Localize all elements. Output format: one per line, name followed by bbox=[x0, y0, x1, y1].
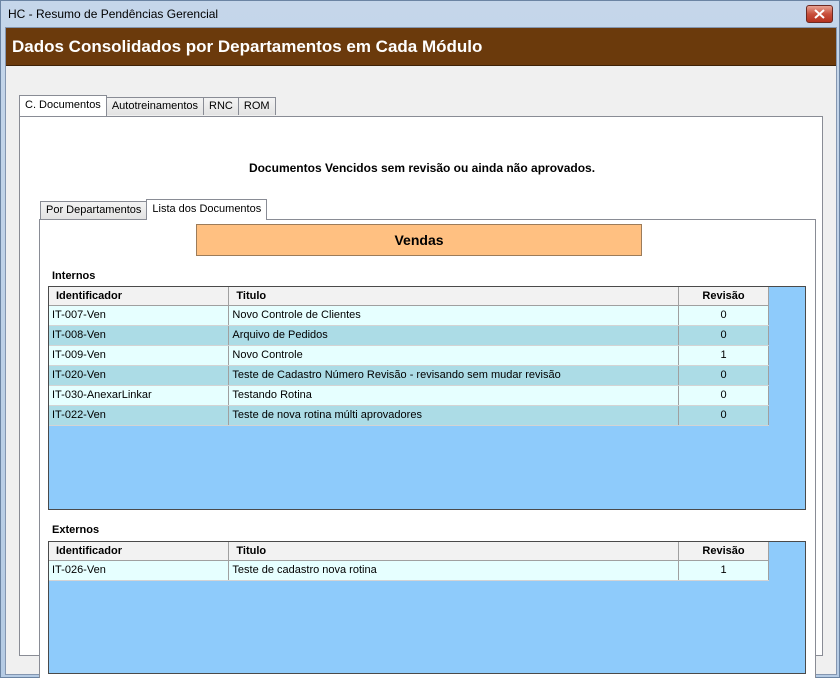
externos-label: Externos bbox=[52, 524, 100, 536]
cell-identificador[interactable]: IT-022-Ven bbox=[49, 405, 229, 425]
cell-revisao[interactable]: 1 bbox=[679, 345, 769, 365]
tab-c-documentos[interactable]: C. Documentos bbox=[19, 95, 107, 116]
grid-header-row bbox=[49, 542, 769, 560]
window-title: HC - Resumo de Pendências Gerencial bbox=[8, 7, 219, 21]
table-row[interactable] bbox=[49, 560, 769, 580]
cell-titulo[interactable]: Novo Controle de Clientes bbox=[229, 305, 679, 325]
client-area bbox=[5, 27, 837, 675]
column-header-titulo[interactable]: Titulo bbox=[229, 287, 679, 305]
cell-revisao[interactable]: 0 bbox=[679, 405, 769, 425]
column-header-revisao[interactable]: Revisão bbox=[679, 542, 769, 560]
cell-identificador[interactable]: IT-009-Ven bbox=[49, 345, 229, 365]
table-row[interactable] bbox=[49, 385, 769, 405]
close-icon bbox=[814, 9, 825, 19]
cell-identificador[interactable]: IT-030-AnexarLinkar bbox=[49, 385, 229, 405]
department-header: Vendas bbox=[196, 224, 642, 256]
cell-titulo[interactable]: Teste de cadastro nova rotina bbox=[229, 560, 679, 580]
table-row[interactable] bbox=[49, 405, 769, 425]
cell-identificador[interactable]: IT-020-Ven bbox=[49, 365, 229, 385]
externos-grid[interactable] bbox=[48, 541, 806, 674]
cell-identificador[interactable]: IT-026-Ven bbox=[49, 560, 229, 580]
close-button[interactable] bbox=[806, 5, 833, 23]
cell-identificador[interactable]: IT-007-Ven bbox=[49, 305, 229, 325]
internos-grid[interactable] bbox=[48, 286, 806, 510]
tab-rom[interactable]: ROM bbox=[238, 97, 276, 115]
cell-identificador[interactable]: IT-008-Ven bbox=[49, 325, 229, 345]
column-header-titulo[interactable]: Titulo bbox=[229, 542, 679, 560]
cell-titulo[interactable]: Teste de Cadastro Número Revisão - revisando sem mudar revisão bbox=[229, 365, 679, 385]
view-tabs bbox=[40, 199, 266, 219]
cell-titulo[interactable]: Arquivo de Pedidos bbox=[229, 325, 679, 345]
header-title: Dados Consolidados por Departamentos em Cada Módulo bbox=[12, 36, 483, 56]
cell-titulo[interactable]: Testando Rotina bbox=[229, 385, 679, 405]
column-header-revisao[interactable]: Revisão bbox=[679, 287, 769, 305]
grid-header-row bbox=[49, 287, 769, 305]
cell-revisao[interactable]: 0 bbox=[679, 305, 769, 325]
table-row[interactable] bbox=[49, 305, 769, 325]
internos-label: Internos bbox=[52, 270, 96, 282]
title-bar[interactable] bbox=[1, 1, 839, 27]
table-row[interactable] bbox=[49, 365, 769, 385]
column-header-identificador[interactable]: Identificador bbox=[49, 287, 229, 305]
cell-revisao[interactable]: 0 bbox=[679, 385, 769, 405]
cell-titulo[interactable]: Novo Controle bbox=[229, 345, 679, 365]
cell-titulo[interactable]: Teste de nova rotina múlti aprovadores bbox=[229, 405, 679, 425]
document-list-panel bbox=[39, 219, 816, 678]
header-banner bbox=[6, 28, 836, 66]
column-header-identificador[interactable]: Identificador bbox=[49, 542, 229, 560]
documents-tab-panel bbox=[19, 116, 823, 656]
module-tabs bbox=[19, 95, 275, 115]
table-row[interactable] bbox=[49, 345, 769, 365]
section-heading: Documentos Vencidos sem revisão ou ainda não aprovados. bbox=[248, 161, 596, 175]
cell-revisao[interactable]: 0 bbox=[679, 325, 769, 345]
cell-revisao[interactable]: 0 bbox=[679, 365, 769, 385]
cell-revisao[interactable]: 1 bbox=[679, 560, 769, 580]
tab-rnc[interactable]: RNC bbox=[203, 97, 239, 115]
tab-autotreinamentos[interactable]: Autotreinamentos bbox=[106, 97, 204, 115]
tab-por-departamentos[interactable]: Por Departamentos bbox=[40, 201, 147, 219]
tab-lista-documentos[interactable]: Lista dos Documentos bbox=[146, 199, 267, 220]
table-row[interactable] bbox=[49, 325, 769, 345]
